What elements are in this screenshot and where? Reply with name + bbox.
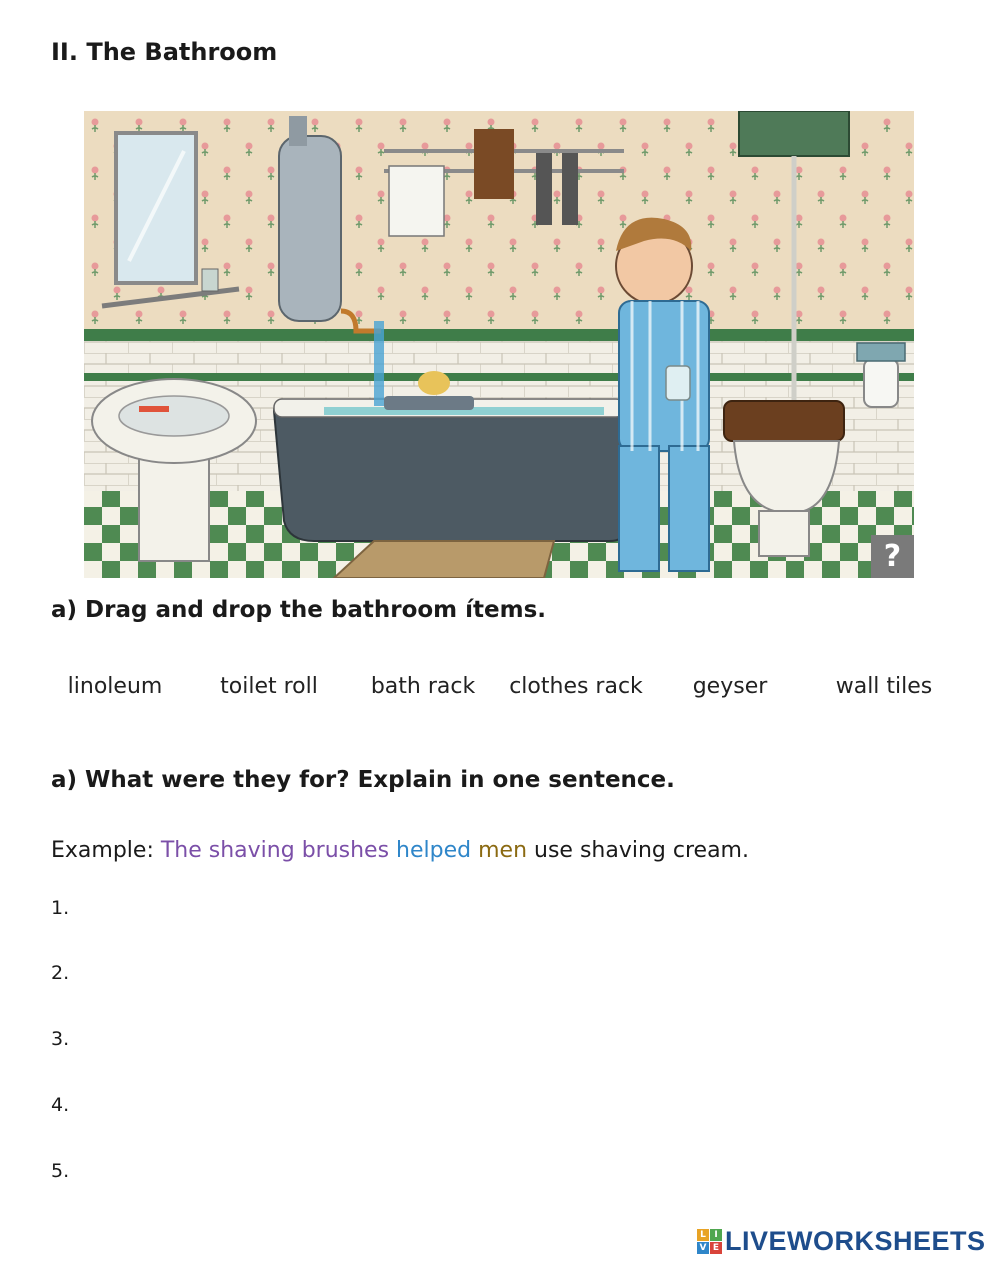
answer-number: 2. [51,962,70,984]
answer-line-1 [51,897,951,931]
example-sentence [51,838,749,863]
answer-number: 5. [51,1160,70,1182]
word-linoleum[interactable]: linoleum [67,674,163,699]
bathroom-illustration [84,111,914,578]
word-wall-tiles[interactable]: wall tiles [835,674,933,699]
answer-line-4 [51,1094,951,1128]
word-bank [40,674,960,708]
example-subject: The shaving brushes [160,838,390,863]
drag-drop-heading: a) Drag and drop the bathroom ítems. [51,597,547,623]
example-verb: helped [396,838,472,863]
word-clothes-rack[interactable]: clothes rack [509,674,643,699]
example-rest: use shaving cream. [534,838,749,863]
answer-line-5 [51,1160,951,1194]
logo-blocks-icon: L I V E [697,1229,722,1254]
liveworksheets-logo [697,1224,986,1258]
answer-number: 3. [51,1028,70,1050]
word-toilet-roll[interactable]: toilet roll [220,674,318,699]
word-geyser[interactable]: geyser [692,674,768,699]
help-button[interactable]: ? [871,535,914,578]
answer-input-3[interactable] [86,1028,950,1060]
example-object: men [478,838,528,863]
logo-text: LIVEWORKSHEETS [725,1225,986,1256]
answer-number: 1. [51,897,70,919]
answer-input-4[interactable] [86,1094,950,1126]
explain-heading: a) What were they for? Explain in one sentence. [51,767,675,793]
answer-number: 4. [51,1094,70,1116]
page-title: II. The Bathroom [51,38,278,66]
answer-line-3 [51,1028,951,1062]
answer-line-2 [51,962,951,996]
answer-input-5[interactable] [86,1160,950,1192]
answer-input-1[interactable] [86,897,950,929]
word-bath-rack[interactable]: bath rack [370,674,476,699]
answer-input-2[interactable] [86,962,950,994]
example-prefix: Example: [51,838,161,863]
